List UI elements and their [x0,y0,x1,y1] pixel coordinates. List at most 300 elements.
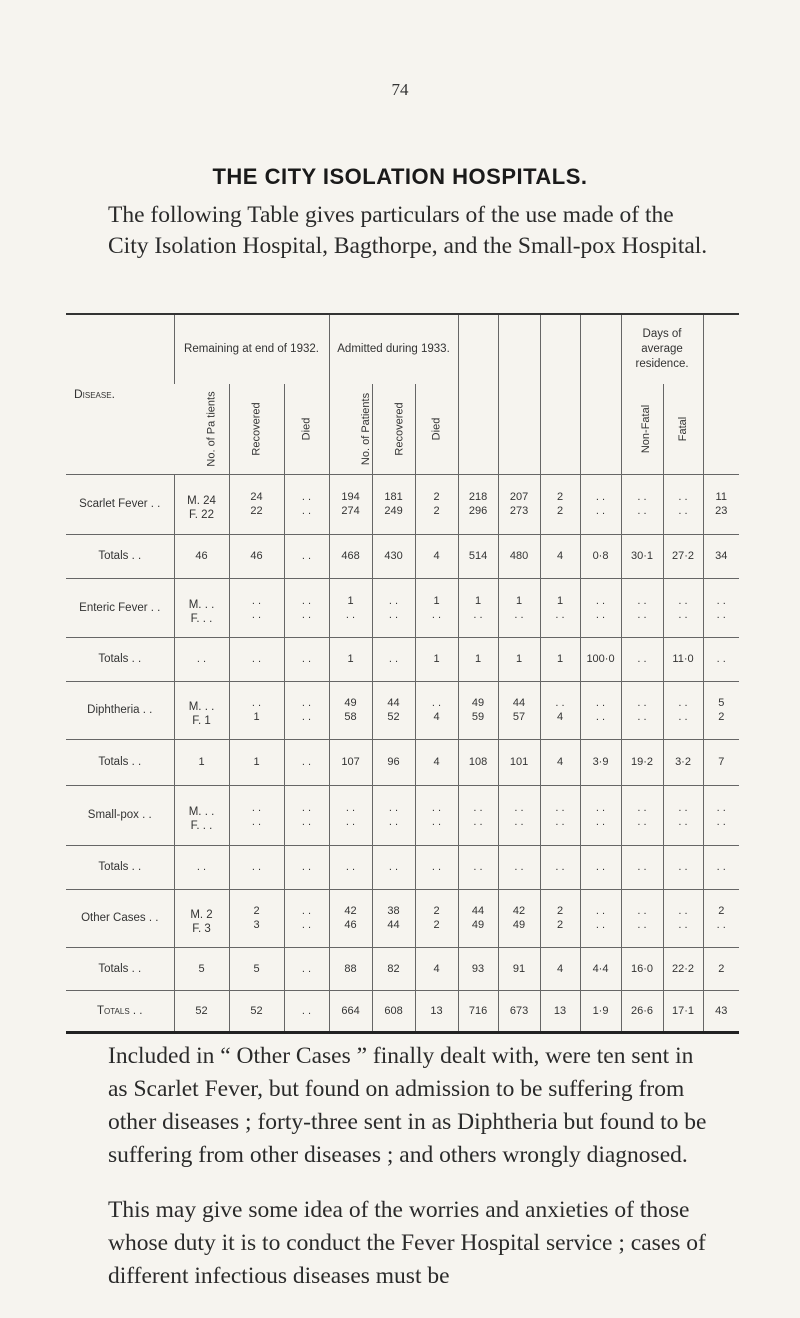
female-value: . . [716,608,726,621]
male-value: 2 [556,491,564,503]
female-value: 249 [384,505,403,517]
totals-cell: . . [284,947,329,990]
female-value: . . [637,919,647,931]
female-value: . . [637,505,647,517]
header-no-of-patients-cell [174,384,229,474]
female-value: 2 [556,919,564,931]
female-value: . . [431,816,442,828]
sex-cell [174,681,229,739]
male-value: . . [345,802,356,814]
grand-totals-label: Totals . . [97,1004,143,1017]
table-cell [703,474,739,534]
totals-cell: 19·2 [621,739,663,785]
male-value: 2 [433,905,440,917]
totals-cell: 27·2 [663,534,703,578]
totals-cell: 3·2 [663,739,703,785]
table-cell [229,681,284,739]
female-value: . . [716,816,726,828]
totals-cell: 30·1 [621,534,663,578]
totals-cell: . . [458,845,498,889]
totals-cell: . . [372,637,415,681]
female-value: . . [595,816,606,828]
male-value: . . [637,697,647,709]
female-value: . . [678,711,688,723]
male-value: M. 24 [187,495,216,507]
header-remaining-end-cell [703,314,739,474]
disease-row [66,785,739,845]
table-cell [621,578,663,637]
table-cell [621,889,663,947]
totals-cell: 46 [229,534,284,578]
outro-paragraph-2: This may give some idea of the worries and anxieties of those whose duty it is to conduct the Fever Hospital service ; cases of different infectious diseases must be [108,1197,706,1289]
totals-cell: 1 [498,637,540,681]
male-value: . . [716,802,726,814]
header-total-deaths-cell [540,314,580,474]
female-value: 23 [715,505,728,517]
totals-row [66,947,739,990]
male-value: . . [716,594,726,607]
header-total-cases-cell [458,314,498,474]
male-value: . . [431,802,442,814]
male-value: 194 [341,491,360,503]
totals-cell: . . [498,845,540,889]
totals-label: Totals . . [66,534,174,578]
totals-cell: 100·0 [580,637,621,681]
female-value: 4 [433,711,440,723]
table-cell [703,681,739,739]
table-cell [580,889,621,947]
table-cell [229,578,284,637]
totals-row [66,845,739,889]
female-value: . . [431,608,442,621]
male-value: 11 [715,491,727,503]
totals-cell: 4 [540,534,580,578]
table-cell [540,681,580,739]
female-value: 58 [344,711,357,723]
disease-name: Scarlet Fever . . [66,474,174,534]
table-cell [458,474,498,534]
totals-cell: 4 [415,534,458,578]
male-value: M. . . [188,598,215,611]
table-cell [458,681,498,739]
totals-cell: . . [621,845,663,889]
female-value: . . [301,816,312,828]
female-value: 273 [509,505,529,517]
table-cell [663,889,703,947]
totals-row [66,534,739,578]
male-value: . . [251,594,262,607]
grand-totals-cell: 673 [498,990,540,1032]
totals-cell: 96 [372,739,415,785]
header-admitted-died-cell [415,384,458,474]
totals-cell: 5 [229,947,284,990]
female-value: . . [716,919,726,931]
female-value: 46 [344,919,357,931]
table-cell [498,474,540,534]
male-value: . . [637,905,647,917]
male-value: 44 [512,697,526,709]
female-value: . . [595,608,606,621]
male-value: . . [301,491,312,503]
totals-row [66,739,739,785]
grand-totals-cell: 43 [703,990,739,1032]
header-admitted-recovered-cell [372,384,415,474]
totals-cell: 4·4 [580,947,621,990]
female-value: . . [678,816,688,828]
male-value: 42 [344,905,357,917]
totals-cell: . . [174,637,229,681]
totals-cell: 3·9 [580,739,621,785]
male-value: . . [301,905,312,917]
table-header [66,314,739,474]
female-value: F. 1 [192,715,211,727]
intro-paragraph: The following Table gives particulars of the use made of the City Isolation Hospital, Bagthorpe, and the Small-pox Hospital. [108,202,708,259]
female-value: . . [388,608,399,621]
table-cell [329,681,372,739]
totals-cell: 93 [458,947,498,990]
disease-row [66,889,739,947]
male-value: 2 [433,491,440,503]
totals-cell: 2 [703,947,739,990]
totals-cell: . . [372,845,415,889]
grand-totals-cell: . . [284,990,329,1032]
table-cell [498,578,540,637]
female-value: F. 22 [189,509,214,521]
female-value: 296 [468,505,488,517]
table-cell [372,785,415,845]
totals-cell: 46 [174,534,229,578]
female-value: F. . . [190,612,213,625]
male-value: . . [637,802,647,814]
male-value: 24 [250,491,263,503]
male-value: . . [637,594,647,607]
male-value: . . [251,802,262,814]
table-cell [458,578,498,637]
totals-cell: . . [284,845,329,889]
table-cell [621,474,663,534]
male-value: 38 [387,905,400,917]
totals-cell: 1 [329,637,372,681]
table-cell [229,474,284,534]
disease-row [66,681,739,739]
male-value: 5 [718,697,725,709]
table-body [66,474,739,1032]
totals-cell: . . [580,845,621,889]
table-cell [703,785,739,845]
female-value: . . [555,816,565,828]
male-value: . . [388,802,399,814]
female-value: 4 [556,711,564,723]
female-value: . . [678,608,688,621]
table-cell [663,578,703,637]
table-cell [415,578,458,637]
header-fatal: Fatal [677,416,690,441]
totals-cell: . . [229,845,284,889]
totals-cell: 1 [458,637,498,681]
totals-cell: . . [415,845,458,889]
totals-cell: 1 [229,739,284,785]
male-value: . . [595,491,606,503]
disease-row [66,474,739,534]
totals-cell: . . [284,739,329,785]
disease-row [66,578,739,637]
male-value: . . [301,802,312,814]
table-cell [372,474,415,534]
table-cell [229,889,284,947]
grand-totals-cell: 13 [415,990,458,1032]
male-value: . . [595,594,606,607]
totals-cell: 468 [329,534,372,578]
totals-cell: 4 [415,947,458,990]
female-value: . . [637,711,647,723]
totals-cell: 0·8 [580,534,621,578]
table-cell [663,474,703,534]
table-cell [458,889,498,947]
female-value: 57 [512,711,526,723]
female-value: . . [345,816,356,828]
header-admitted-patients: No. of Patients [359,392,372,465]
sex-cell [174,889,229,947]
female-value: . . [514,608,524,621]
male-value: M. . . [188,806,215,818]
header-non-fatal: Non-Fatal [639,404,652,453]
header-recovered-cell [229,384,284,474]
disease-name: Other Cases . . [66,889,174,947]
female-value: . . [595,919,606,931]
table-cell [415,681,458,739]
totals-label: Totals . . [66,637,174,681]
disease-name: Diphtheria . . [66,681,174,739]
totals-cell: 22·2 [663,947,703,990]
male-value: . . [678,697,688,709]
male-value: 42 [512,905,526,917]
male-value: . . [431,697,442,709]
male-value: 181 [384,491,403,503]
table-cell [229,785,284,845]
table-cell [329,785,372,845]
female-value: 3 [253,919,260,931]
male-value: 44 [471,905,485,917]
male-value: . . [514,802,524,814]
sex-cell [174,578,229,637]
grand-totals-cell: 1·9 [580,990,621,1032]
male-value: M. . . [188,701,215,713]
header-disease: Disease. [66,314,174,474]
table-cell [580,681,621,739]
totals-cell: . . [621,637,663,681]
female-value: . . [637,816,647,828]
header-fatal-cell [663,384,703,474]
isolation-hospitals-table [66,313,739,1034]
female-value: . . [345,608,356,621]
totals-cell: 430 [372,534,415,578]
female-value: 22 [250,505,263,517]
grand-totals-cell: 716 [458,990,498,1032]
header-days-group: Days of average residence. [621,314,703,384]
totals-cell: 101 [498,739,540,785]
female-value: 2 [433,919,440,931]
totals-cell: 1 [174,739,229,785]
totals-cell: 7 [703,739,739,785]
female-value: . . [251,816,262,828]
table-cell [540,578,580,637]
male-value: . . [473,802,483,814]
totals-cell: 88 [329,947,372,990]
male-value: 1 [433,594,440,607]
grand-totals-cell: 13 [540,990,580,1032]
male-value: 1 [347,594,354,607]
female-value: . . [388,816,399,828]
male-value: . . [678,594,688,607]
disease-name: Enteric Fever . . [66,578,174,637]
female-value: . . [514,816,524,828]
totals-cell: . . [174,845,229,889]
header-non-fatal-cell [621,384,663,474]
table-cell [329,889,372,947]
page-title: THE CITY ISOLATION HOSPITALS. [212,164,588,189]
table-cell [284,889,329,947]
male-value: . . [595,905,606,917]
female-value: . . [301,919,312,931]
totals-cell: 1 [540,637,580,681]
grand-totals-cell: 664 [329,990,372,1032]
table-cell [284,785,329,845]
male-value: . . [555,802,565,814]
totals-row [66,637,739,681]
totals-cell: 4 [540,739,580,785]
male-value: . . [388,594,399,607]
female-value: . . [555,608,565,621]
totals-cell: . . [329,845,372,889]
grand-totals-row [66,990,739,1032]
male-value: 218 [468,491,488,503]
female-value: F. 3 [192,923,211,935]
table-cell [284,681,329,739]
totals-cell: . . [703,637,739,681]
sex-cell [174,474,229,534]
male-value: 1 [474,594,482,607]
header-died-cell [284,384,329,474]
male-value: . . [678,802,688,814]
table-cell [580,474,621,534]
female-value: . . [637,608,647,621]
male-value: 2 [556,905,564,917]
header-case-mortality-cell [580,314,621,474]
table-cell [621,681,663,739]
female-value: . . [473,608,483,621]
header-admitted-recovered: Recovered [393,402,406,456]
table-cell [415,889,458,947]
male-value: M. 2 [190,909,213,921]
male-value: 49 [344,697,357,709]
female-value: F. . . [190,820,213,832]
female-value: . . [301,608,312,621]
table-cell [415,785,458,845]
totals-cell: . . [229,637,284,681]
header-died: Died [300,417,313,441]
female-value: 2 [718,711,725,723]
female-value: . . [251,608,262,621]
totals-cell: 514 [458,534,498,578]
grand-totals-cell: 608 [372,990,415,1032]
table-cell [580,785,621,845]
table-cell [663,681,703,739]
totals-cell: 82 [372,947,415,990]
female-value: . . [301,711,312,723]
totals-cell: 11·0 [663,637,703,681]
female-value: 2 [556,505,564,517]
table-cell [284,578,329,637]
male-value: . . [301,594,312,607]
table-cell [703,889,739,947]
table-cell [498,785,540,845]
page-number: 74 [391,80,409,99]
female-value: . . [678,505,688,517]
table-cell [372,681,415,739]
disease-name: Small-pox . . [66,785,174,845]
header-admitted-group: Admitted during 1933. [329,314,458,384]
totals-cell: 480 [498,534,540,578]
totals-cell: . . [284,637,329,681]
totals-cell: 16·0 [621,947,663,990]
totals-cell: . . [703,845,739,889]
table-cell [540,474,580,534]
male-value: 207 [509,491,529,503]
table-cell [703,578,739,637]
header-no-of-patients: No. of Pa tients [205,391,218,467]
totals-cell: 5 [174,947,229,990]
totals-cell: 1 [415,637,458,681]
totals-cell: 91 [498,947,540,990]
table-cell [540,785,580,845]
header-recovered: Recovered [250,402,263,456]
male-value: . . [595,802,606,814]
totals-cell: . . [540,845,580,889]
totals-label: Totals . . [66,845,174,889]
totals-cell: 107 [329,739,372,785]
header-admitted-patients-cell [329,384,372,474]
female-value: . . [595,505,606,517]
table-cell [498,889,540,947]
totals-label: Totals . . [66,739,174,785]
totals-label: Totals . . [66,947,174,990]
header-remaining-group: Remaining at end of 1932. [174,314,329,384]
female-value: 274 [341,505,360,517]
table-cell [329,474,372,534]
male-value: . . [301,697,312,709]
totals-cell: . . [663,845,703,889]
male-value: . . [678,905,688,917]
table-cell [540,889,580,947]
female-value: . . [473,816,483,828]
header-admitted-died: Died [430,417,443,441]
outro-paragraph-1: Included in “ Other Cases ” finally dealt with, were ten sent in as Scarlet Fever, but found on admission to be suffering from other diseases ; forty-three sent in as Diphtheria but found to be suffering from other diseases ; and others wrongly diagnosed. [108,1043,707,1168]
male-value: . . [678,491,688,503]
female-value: 52 [387,711,400,723]
female-value: 49 [471,919,485,931]
male-value: . . [637,491,647,503]
male-value: 2 [253,905,260,917]
male-value: . . [555,697,565,709]
totals-cell: 4 [540,947,580,990]
table-cell [372,889,415,947]
male-value: . . [595,697,606,709]
outro-text [108,1040,718,1315]
female-value: 49 [512,919,526,931]
male-value: 49 [471,697,485,709]
female-value: . . [678,919,688,931]
male-value: 44 [387,697,400,709]
